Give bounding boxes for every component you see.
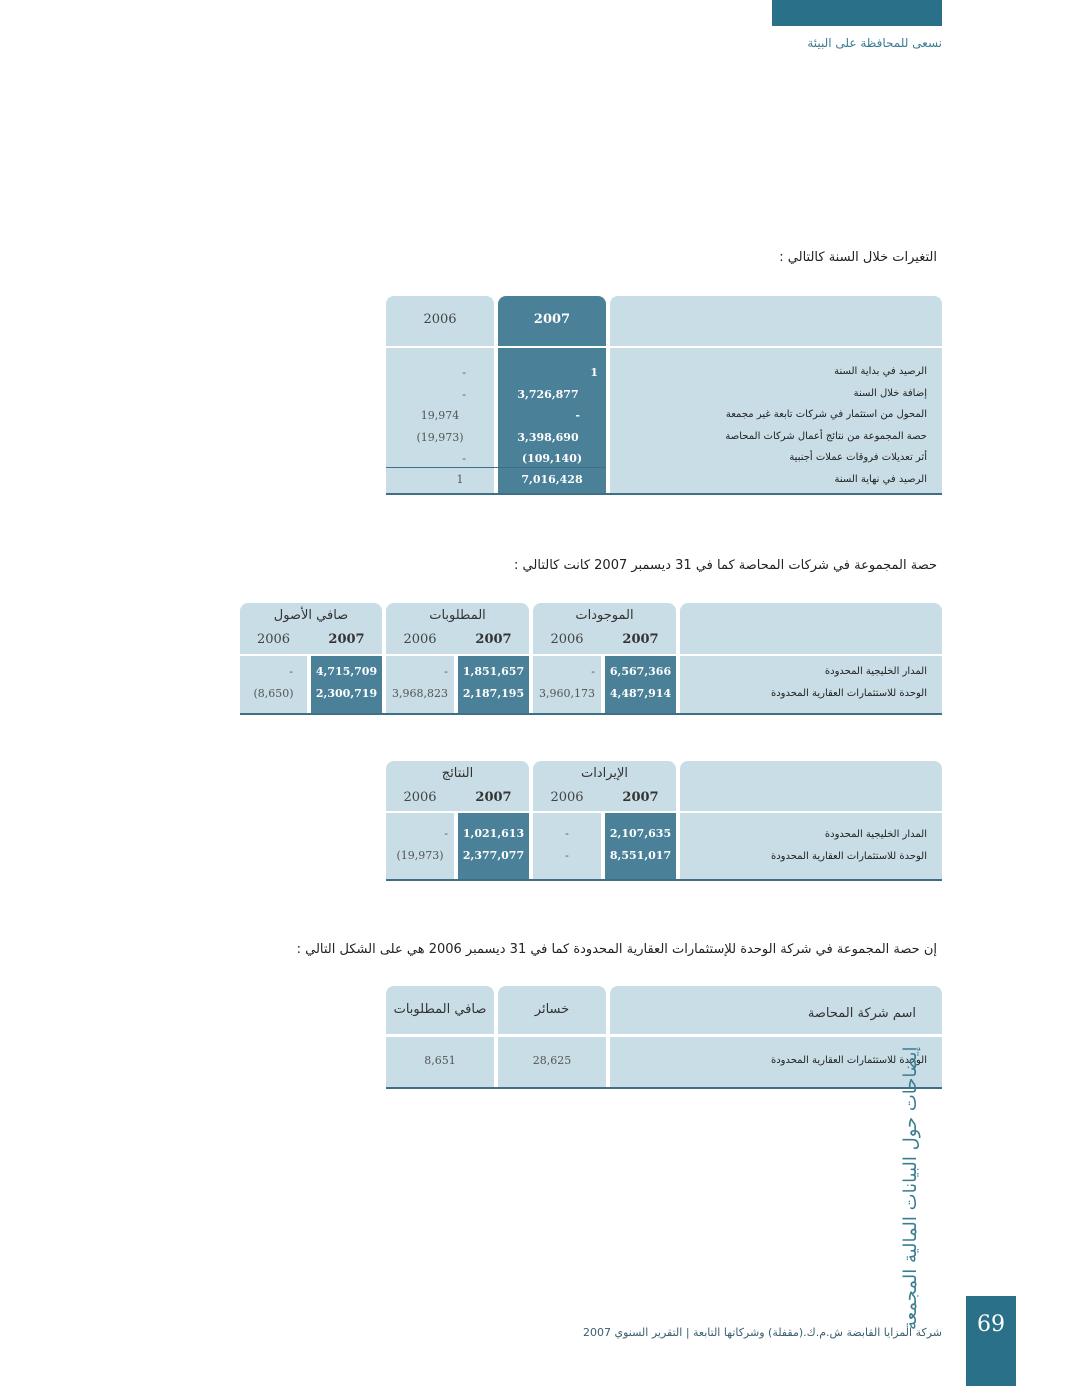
table3-year-2006: 2006 [550, 790, 584, 805]
table2-net-2006: (8,650) [253, 687, 294, 700]
table2-liab-2007: 2,187,195 [462, 687, 525, 700]
table2-year-2007: 2007 [475, 632, 512, 647]
table2-year-2007: 2007 [328, 632, 365, 647]
table2-net-2007: 4,715,709 [315, 665, 378, 678]
footer-text: شركة المزايا القابضة ش.م.ك.(مقفلة) وشركاتها التابعة | التقرير السنوي 2007 [583, 1326, 942, 1339]
table1-value-2006: - [462, 366, 466, 379]
table4-bottom-rule [386, 1087, 942, 1089]
table3-year-2007: 2007 [475, 790, 512, 805]
table1-row-label: الرصيد في بداية السنة [834, 366, 927, 377]
table3-group-revenues: الإيرادات [580, 766, 629, 781]
table2-year-2006: 2006 [550, 632, 584, 647]
table2-header-label [680, 603, 942, 654]
table1-year-2007: 2007 [533, 312, 571, 327]
page-number: 69 [977, 1312, 1005, 1337]
table2-assets-2006: 3,960,173 [539, 687, 595, 700]
header-tagline: نسعى للمحافظة على البيئة [807, 36, 942, 50]
table1-value-2007: 1 [590, 366, 598, 379]
table2-liab-2006: - [444, 665, 448, 678]
table3-body-res-2007 [458, 813, 529, 879]
table1-value-2007: 7,016,428 [521, 473, 583, 486]
table3-row-label: المدار الخليجية المحدودة [824, 829, 927, 840]
table3-header-label [680, 761, 942, 811]
table2-assets-2006: - [591, 665, 595, 678]
table2-liab-2006: 3,968,823 [392, 687, 448, 700]
table1-value-2007: 3,398,690 [517, 431, 579, 444]
table2-liab-2007: 1,851,657 [462, 665, 525, 678]
side-section-title: إيضاحات حول البيانات المالية المجمعة [900, 1046, 921, 1330]
table1-value-2006: - [462, 452, 466, 465]
table1-value-2007: (109,140) [521, 452, 583, 465]
table4-col-company-name: اسم شركة المحاصة [807, 1006, 916, 1021]
table1-row-label: إضافة خلال السنة [853, 388, 927, 399]
table2-assets-2007: 4,487,914 [609, 687, 672, 700]
table1-header-label [610, 296, 942, 346]
table1-row-label: المحول من استثمار في شركات تابعة غير مجمعة [725, 409, 927, 420]
table4-col-losses: خسائر [534, 1002, 570, 1017]
table2-net-2007: 2,300,719 [315, 687, 378, 700]
table1-subtotal-rule [386, 467, 606, 468]
table3-body-rev-2007 [605, 813, 676, 879]
table3-body-label [680, 813, 942, 879]
table2-row-label: المدار الخليجية المحدودة [824, 666, 927, 677]
table2-title: حصة المجموعة في شركات المحاصة كما في 31 ديسمبر 2007 كانت كالتالي : [514, 558, 937, 573]
table3-res-2006: (19,973) [396, 849, 444, 862]
table2-year-2007: 2007 [622, 632, 659, 647]
table1-value-2007: 3,726,877 [517, 388, 579, 401]
table4-loss-value: 28,625 [532, 1054, 572, 1067]
table3-rev-2007: 2,107,635 [609, 827, 672, 840]
table1-title: التغيرات خلال السنة كالتالي : [779, 250, 937, 265]
table3-res-2007: 1,021,613 [462, 827, 525, 840]
table1-row-label: الرصيد في نهاية السنة [834, 474, 927, 485]
table3-bottom-rule [386, 879, 942, 881]
header-accent-bar [772, 0, 942, 26]
table3-body-rev-2006 [533, 813, 601, 879]
table3-rev-2007: 8,551,017 [609, 849, 672, 862]
table2-body-label [680, 656, 942, 713]
table3-row-label: الوحدة للاستثمارات العقارية المحدودة [770, 851, 927, 862]
table2-bottom-rule [240, 713, 942, 715]
page-number-box [966, 1296, 1016, 1386]
table1-value-2006: 1 [456, 473, 464, 486]
table1-row-label: حصة المجموعة من نتائج أعمال شركات المحاصة [725, 431, 927, 442]
table1-year-2006: 2006 [423, 312, 457, 327]
table3-year-2006: 2006 [403, 790, 437, 805]
table1-row-label: أثر تعديلات فروقات عملات أجنبية [789, 452, 927, 463]
table1-value-2006: - [462, 388, 466, 401]
table2-row-label: الوحدة للاستثمارات العقارية المحدودة [770, 688, 927, 699]
table4-col-net-liabilities: صافي المطلوبات [393, 1002, 487, 1017]
table1-value-2006: (19,973) [416, 431, 464, 444]
table1-value-2007: - [575, 409, 580, 422]
table1-bottom-rule [386, 493, 942, 495]
table3-group-results: النتائج [441, 766, 474, 781]
table3-res-2006: - [444, 827, 448, 840]
table4-title: إن حصة المجموعة في شركة الوحدة للإستثمارات العقارية المحدودة كما في 31 ديسمبر 2006 هي على الشكل التالي : [296, 942, 937, 957]
table3-res-2007: 2,377,077 [462, 849, 525, 862]
table2-year-2006: 2006 [256, 632, 291, 647]
table2-group-assets: الموجودات [575, 608, 634, 623]
table3-rev-2006: - [565, 849, 569, 862]
table4-net-value: 8,651 [424, 1054, 456, 1067]
table3-rev-2006: - [565, 827, 569, 840]
table3-body-res-2006 [386, 813, 454, 879]
table2-year-2006: 2006 [403, 632, 437, 647]
table2-group-liabilities: المطلوبات [429, 608, 486, 623]
table2-assets-2007: 6,567,366 [609, 665, 672, 678]
table2-group-net-assets: صافي الأصول [273, 608, 349, 623]
table3-year-2007: 2007 [622, 790, 659, 805]
table2-net-2006: - [289, 665, 293, 678]
table4-row-label: الوحدة للاستثمارات العقارية المحدودة [770, 1055, 927, 1066]
table1-value-2006: 19,974 [420, 409, 460, 422]
